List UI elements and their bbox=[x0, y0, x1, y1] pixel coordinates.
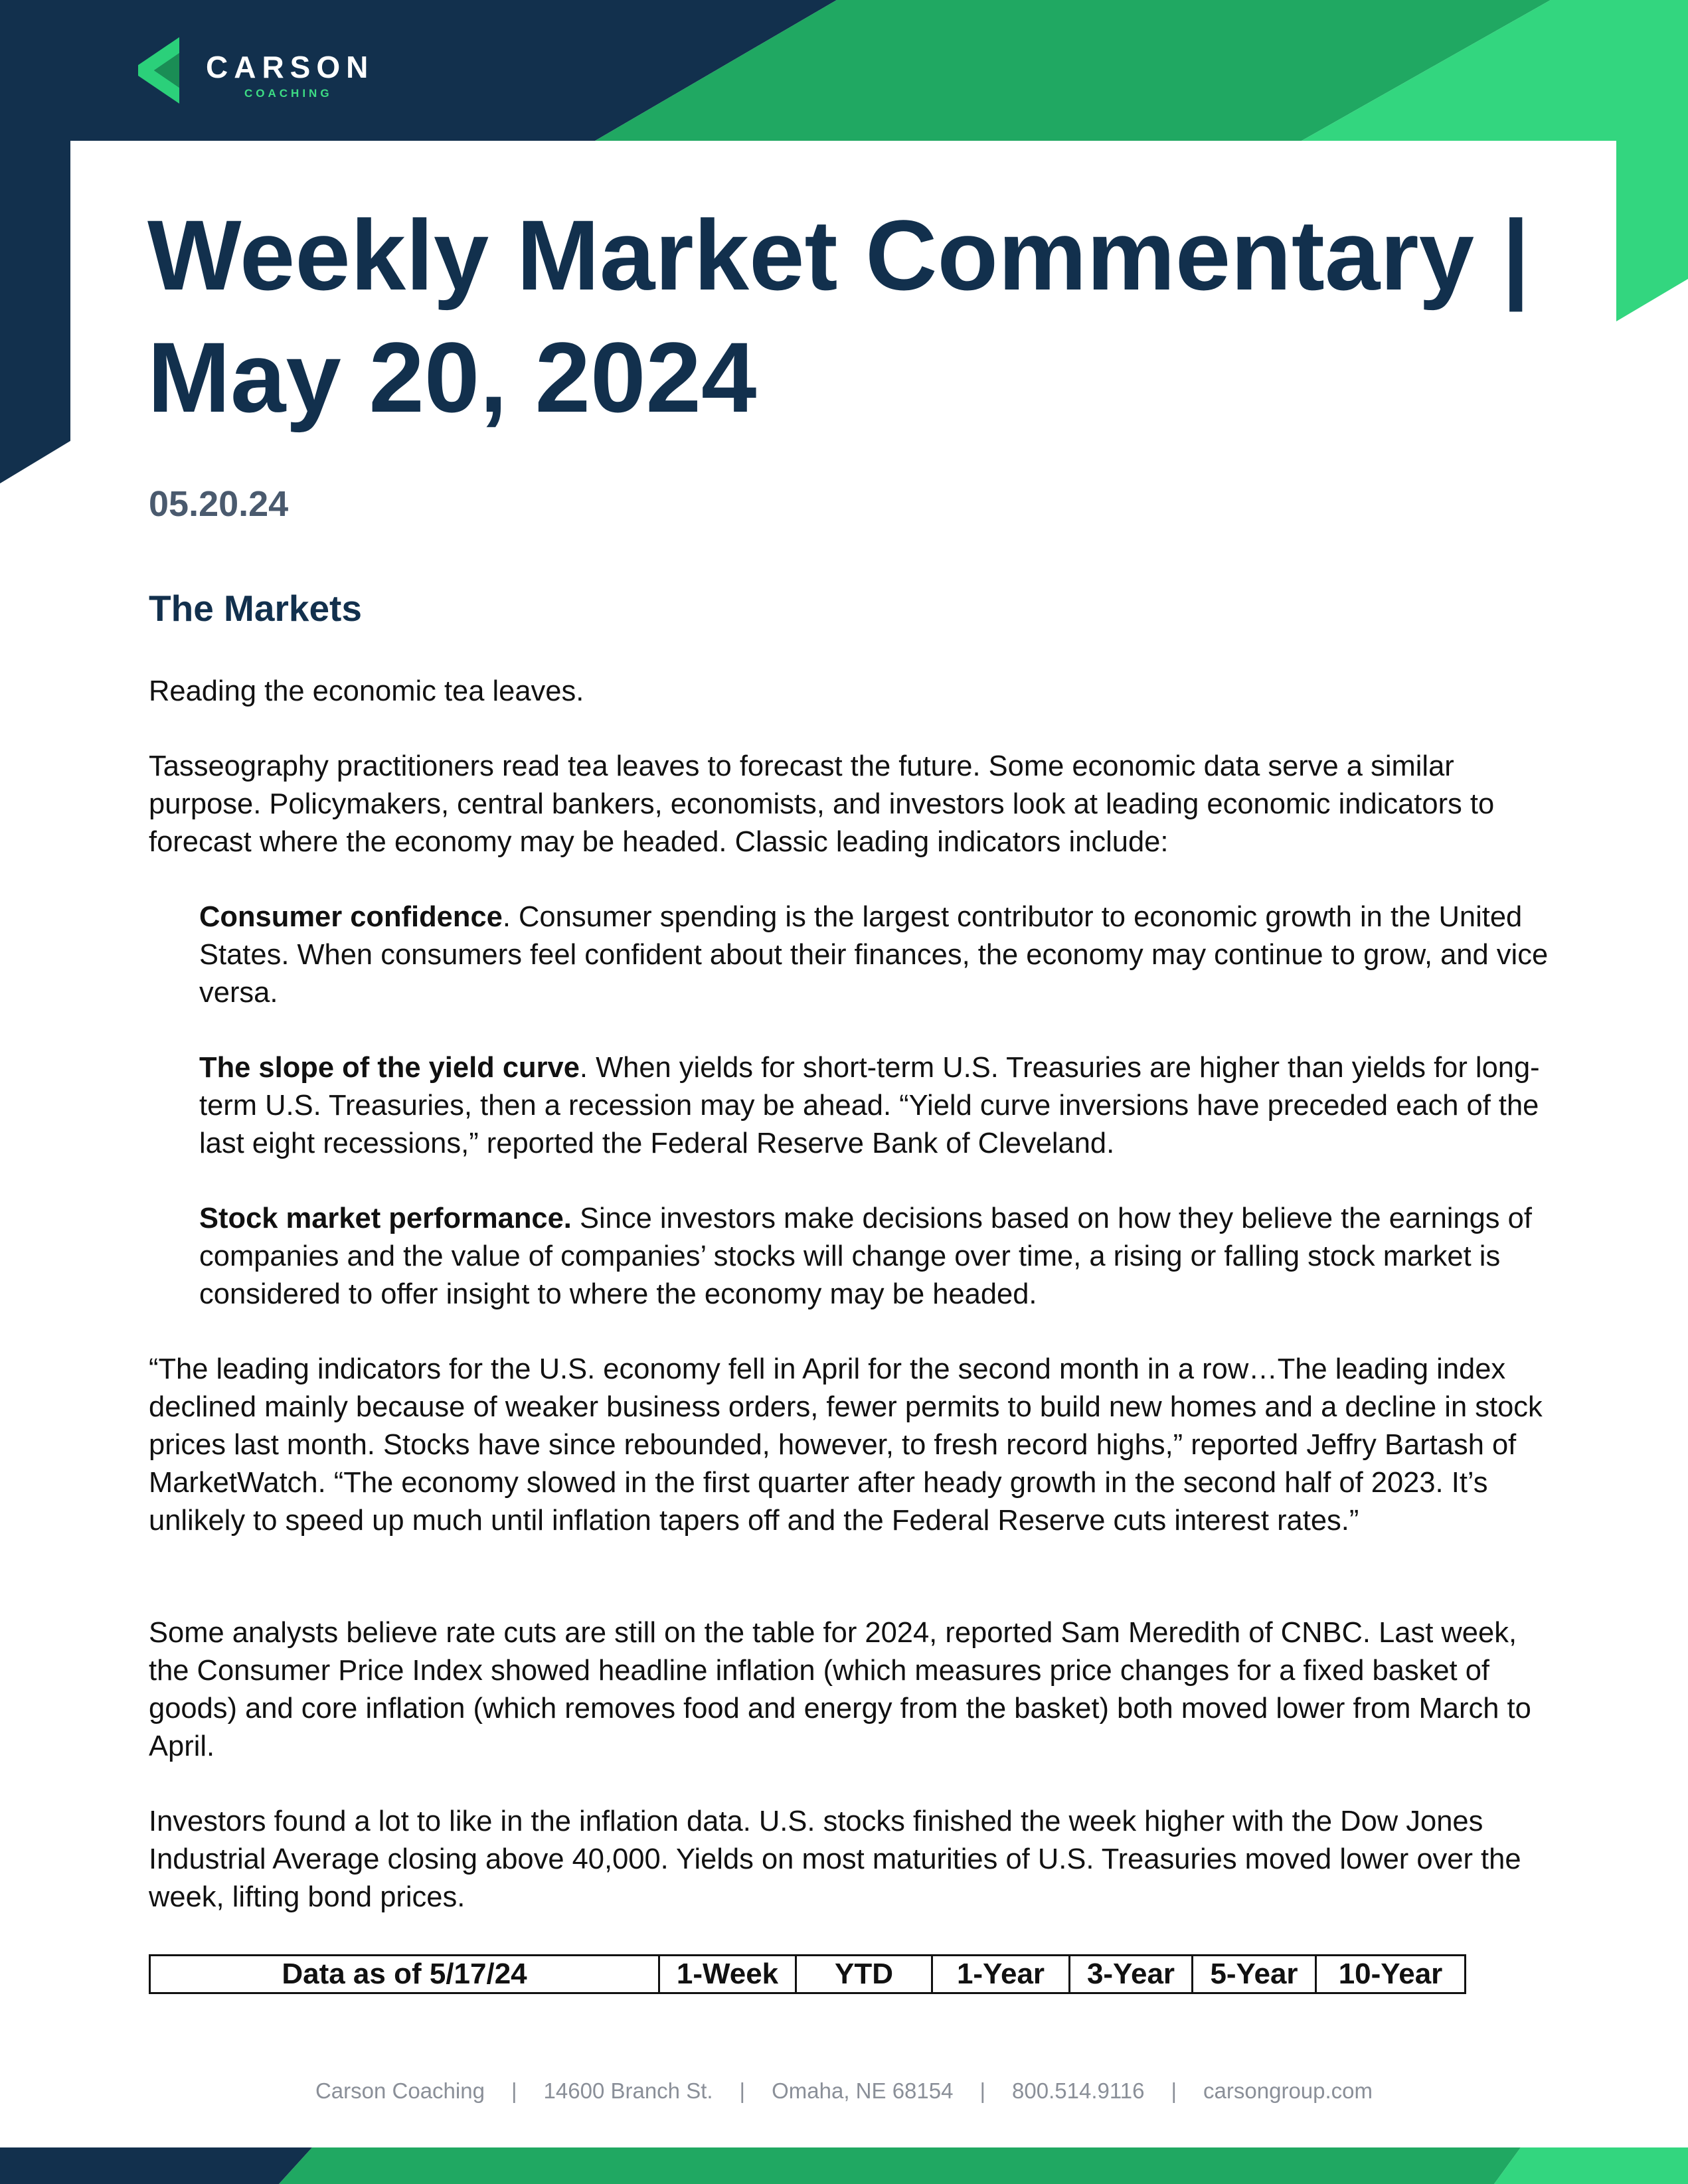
footer-street: 14600 Branch St. bbox=[543, 2078, 713, 2103]
footer-phone: 800.514.9116 bbox=[1012, 2078, 1145, 2103]
indicator-yield-curve bbox=[199, 1049, 1561, 1163]
footer-navy-band bbox=[0, 2147, 312, 2184]
table-header-cell: 10-Year bbox=[1316, 1956, 1466, 1993]
indicator-term: Consumer confidence bbox=[199, 901, 503, 933]
carson-logo-mark-icon bbox=[138, 37, 179, 104]
indicator-consumer-confidence bbox=[199, 898, 1561, 1012]
footer-separator: | bbox=[1171, 2078, 1177, 2103]
table-header-cell: 1-Week bbox=[659, 1956, 796, 1993]
returns-table bbox=[149, 1954, 1466, 1994]
section-heading: The Markets bbox=[149, 588, 362, 629]
brand-sub: COACHING bbox=[244, 87, 333, 100]
footer-city: Omaha, NE 68154 bbox=[772, 2078, 954, 2103]
table-header-cell: YTD bbox=[796, 1956, 932, 1993]
footer-separator: | bbox=[511, 2078, 517, 2103]
indicator-text: . When yields for short-term U.S. Treasuries are higher than yields for long-term U.S. Treasuries, then a recession may be ahead. “Yield curve inversions have preceded each of the last eight recessions,” reported the Federal Reserve Bank of Cleveland. bbox=[199, 1052, 1540, 1159]
page-title bbox=[147, 194, 1555, 438]
paragraph-3: Some analysts believe rate cuts are still on the table for 2024, reported Sam Meredith of CNBC. Last week, the Consumer Price Index showed headline inflation (which measures price changes for a fixed basket of goods) and core inflation (which removes food and energy from the basket) both moved lower from March to April. bbox=[149, 1617, 1531, 1762]
table-header-cell: 5-Year bbox=[1193, 1956, 1316, 1993]
paragraph-1: Tasseography practitioners read tea leaves to forecast the future. Some economic data serve a similar purpose. Policymakers, central bankers, economists, and investors look at leading economic indicators to forecast where the economy may be headed. Classic leading indicators include: bbox=[149, 750, 1495, 858]
table-header-cell: Data as of 5/17/24 bbox=[150, 1956, 659, 1993]
paragraph-4: Investors found a lot to like in the inflation data. U.S. stocks finished the week higher with the Dow Jones Industrial Average closing above 40,000. Yields on most maturities of U.S. Treasuries moved lower over the week, lifting bond prices. bbox=[149, 1806, 1521, 1913]
carson-logo bbox=[138, 37, 417, 104]
left-navy-strip bbox=[0, 0, 70, 483]
page-footer bbox=[0, 2078, 1688, 2104]
table-header-cell: 1-Year bbox=[932, 1956, 1070, 1993]
intro-paragraph: Reading the economic tea leaves. bbox=[149, 675, 584, 707]
indicator-term: The slope of the yield curve bbox=[199, 1052, 580, 1084]
brand-name: CARSON bbox=[206, 50, 375, 84]
footer-green-band bbox=[279, 2147, 1521, 2184]
indicator-stock-market bbox=[199, 1200, 1561, 1313]
footer-bright-green-band bbox=[1494, 2147, 1688, 2184]
title-line-1: Weekly Market Commentary | bbox=[147, 199, 1530, 311]
title-line-2: May 20, 2024 bbox=[147, 321, 757, 433]
footer-company: Carson Coaching bbox=[315, 2078, 485, 2103]
table-header-row bbox=[150, 1956, 1466, 1993]
indicator-term: Stock market performance. bbox=[199, 1203, 572, 1234]
footer-website[interactable]: carsongroup.com bbox=[1203, 2078, 1373, 2103]
indicator-text: . Consumer spending is the largest contributor to economic growth in the United States. When consumers feel confident about their finances, the economy may continue to grow, and vice versa. bbox=[199, 901, 1549, 1009]
right-green-strip bbox=[1616, 141, 1688, 321]
footer-separator: | bbox=[739, 2078, 746, 2103]
indicator-text: Since investors make decisions based on how they believe the earnings of companies and the value of companies’ stocks will change over time, a rising or falling stock market is considered to offer insight to where the economy may be headed. bbox=[199, 1203, 1532, 1310]
publish-date: 05.20.24 bbox=[149, 484, 289, 524]
table-header-cell: 3-Year bbox=[1070, 1956, 1193, 1993]
footer-separator: | bbox=[979, 2078, 986, 2103]
paragraph-2: “The leading indicators for the U.S. economy fell in April for the second month in a row…The leading index declined mainly because of weaker business orders, fewer permits to build new homes and a decline in stock prices last month. Stocks have since rebounded, however, to fresh record highs,” reported Jeffry Bartash of MarketWatch. “The economy slowed in the first quarter after heady growth in the second half of 2023. It’s unlikely to speed up much until inflation tapers off and the Federal Reserve cuts interest rates.” bbox=[149, 1353, 1543, 1537]
